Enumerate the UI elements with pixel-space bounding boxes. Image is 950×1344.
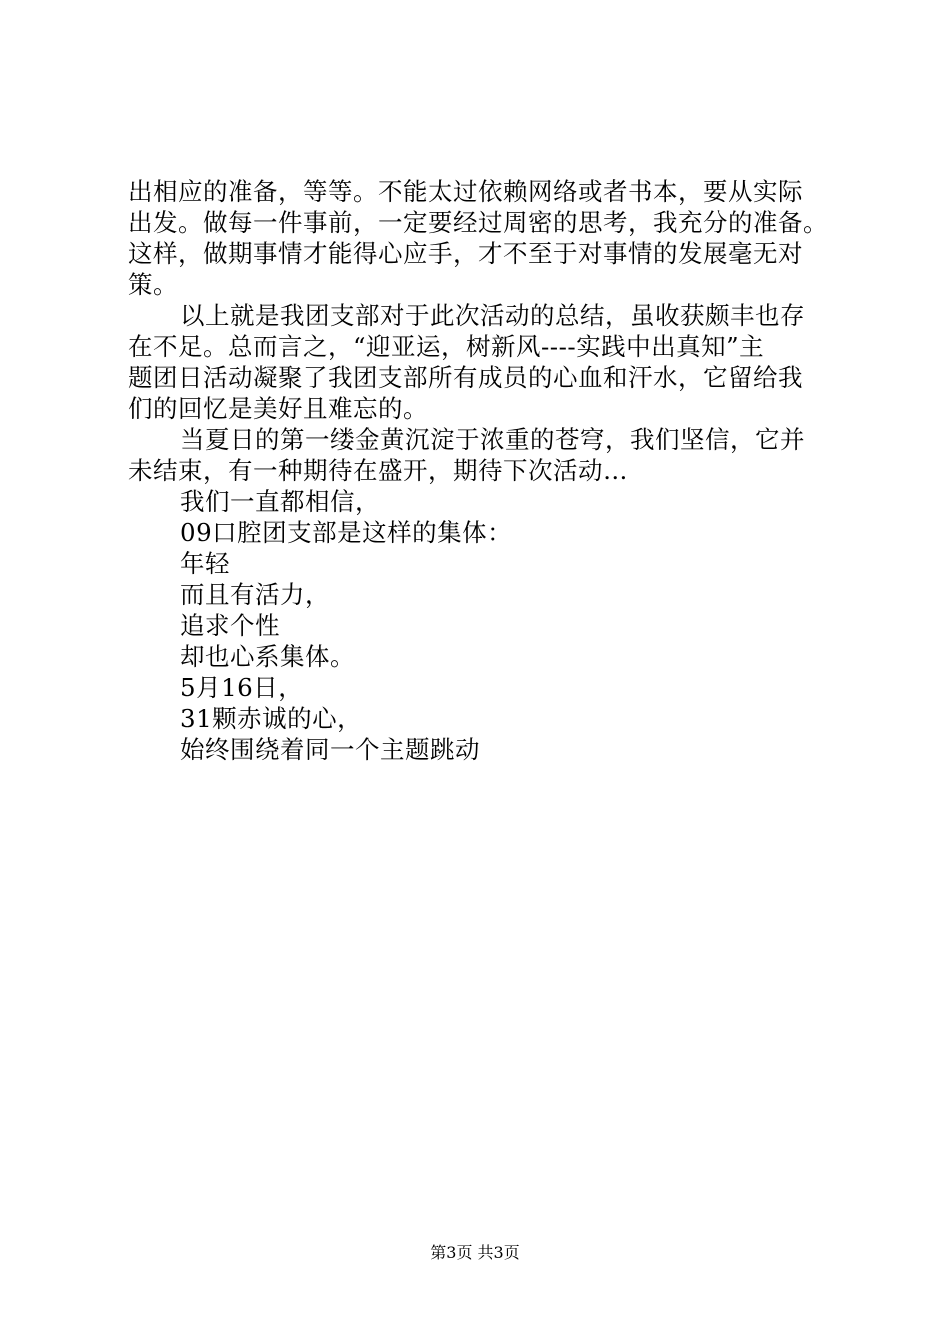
poem-line: 09口腔团支部是这样的集体： xyxy=(180,518,513,547)
poem-line: 我们一直都相信， xyxy=(180,487,380,516)
text-line: 出相应的准备，等等。不能太过依赖网络或者书本，要从实际 xyxy=(128,177,803,206)
page-footer: 第3页 共3页 xyxy=(430,1243,520,1262)
text-line: 们的回忆是美好且难忘的。 xyxy=(128,394,428,423)
poem-line: 而且有活力， xyxy=(180,580,330,609)
poem-line: 31颗赤诚的心， xyxy=(180,704,363,733)
poem-line: 5月16日， xyxy=(180,673,304,702)
text-line: 题团日活动凝聚了我团支部所有成员的心血和汗水，它留给我 xyxy=(128,363,803,392)
document-body xyxy=(128,176,838,765)
text-line: 出发。做每一件事前，一定要经过周密的思考，我充分的准备。 xyxy=(128,208,828,237)
text-line: 这样，做期事情才能得心应手，才不至于对事情的发展毫无对 xyxy=(128,239,803,268)
poem-line: 却也心系集体。 xyxy=(180,642,355,671)
text-line: 在不足。总而言之，“迎亚运，树新风----实践中出真知”主 xyxy=(128,332,765,361)
poem-line: 追求个性 xyxy=(180,611,280,640)
poem-line: 年轻 xyxy=(180,549,230,578)
text-line: 以上就是我团支部对于此次活动的总结，虽收获颇丰也存 xyxy=(180,301,805,330)
poem-line: 始终围绕着同一个主题跳动 xyxy=(180,735,480,764)
text-line: 当夏日的第一缕金黄沉淀于浓重的苍穹，我们坚信，它并 xyxy=(180,425,805,454)
text-line: 未结束，有一种期待在盛开，期待下次活动… xyxy=(128,456,628,485)
text-line: 策。 xyxy=(128,270,178,299)
